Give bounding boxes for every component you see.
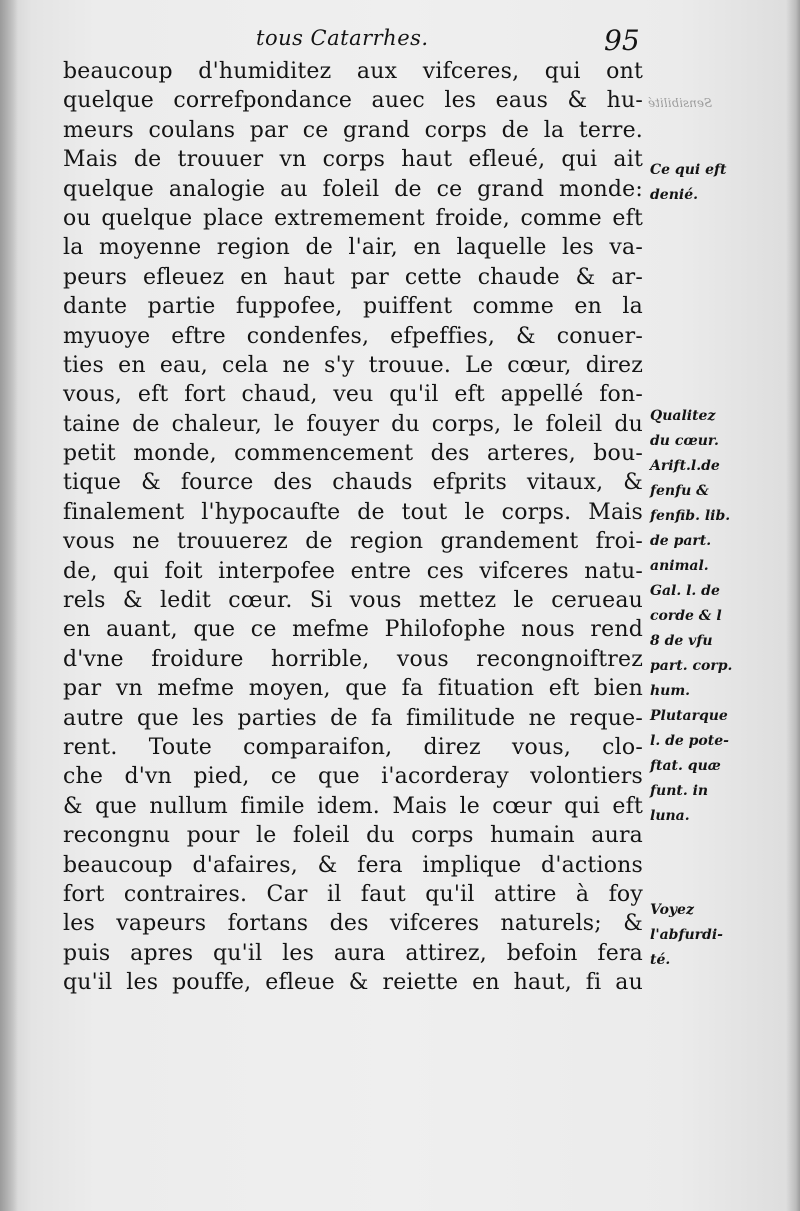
- body-line: quelque correfpondance auec les eaus & hu-: [63, 88, 643, 114]
- margin-note-line: Plutarque: [650, 708, 728, 724]
- body-line: vous ne trouuerez de region grandement froi-: [63, 529, 643, 555]
- body-line: tique & fource des chauds efprits vitaux, &: [63, 470, 643, 496]
- margin-note-line: ftat. quæ: [650, 758, 721, 774]
- margin-note-heart-qualities: [650, 404, 790, 829]
- body-line: meurs coulans par ce grand corps de la terre.: [63, 117, 643, 143]
- body-text: [63, 57, 643, 998]
- margin-note-line: fenfib. lib.: [650, 508, 731, 524]
- body-line: dante partie fuppofee, puiffent comme en la: [63, 294, 643, 320]
- margin-note-line: fenfu &: [650, 483, 709, 499]
- margin-note-line: de part.: [650, 533, 712, 549]
- body-line: ou quelque place extremement froide, comme eft: [63, 205, 643, 231]
- margin-note-line: luna.: [650, 808, 690, 824]
- margin-note-line: part. corp.: [650, 658, 733, 674]
- body-line: quelque analogie au foleil de ce grand monde:: [63, 176, 643, 202]
- margin-note-line: funt. in: [650, 783, 709, 799]
- bleed-through-text: Sensibilité: [648, 96, 713, 110]
- body-line: d'vne froidure horrible, vous recongnoiftrez: [63, 646, 643, 672]
- body-line: & que nullum fimile idem. Mais le cœur qui eft: [63, 793, 643, 819]
- body-line: vous, eft fort chaud, veu qu'il eft appellé fon-: [63, 382, 643, 408]
- margin-note-line: hum.: [650, 683, 691, 699]
- page-number: 95: [604, 24, 640, 57]
- margin-note-line: Qualitez: [650, 408, 716, 424]
- margin-note-line: denié.: [650, 187, 698, 203]
- margin-note-line: Gal. l. de: [650, 583, 720, 599]
- body-line: myuoye eftre condenfes, efpeffies, & conuer-: [63, 323, 643, 349]
- margin-note-line: Ce qui eft: [650, 162, 727, 178]
- body-line: en auant, que ce mefme Philofophe nous rend: [63, 617, 643, 643]
- running-head: tous Catarrhes.: [256, 26, 429, 50]
- margin-note-denied: [650, 158, 790, 208]
- margin-note-line: corde & l: [650, 608, 722, 624]
- body-line: beaucoup d'humiditez aux vifceres, qui ont: [63, 59, 643, 84]
- body-line: fort contraires. Car il faut qu'il attire à foy: [63, 881, 643, 907]
- body-line: Mais de trouuer vn corps haut efleué, qui ait: [63, 147, 643, 173]
- body-line: puis apres qu'il les aura attirez, befoin fera: [63, 940, 643, 966]
- body-line: che d'vn pied, ce que i'acorderay volontiers: [63, 764, 643, 790]
- margin-note-line: Voyez: [650, 902, 694, 918]
- body-line: autre que les parties de fa fimilitude ne reque-: [63, 705, 643, 731]
- margin-note-line: du cœur.: [650, 433, 719, 449]
- body-line: rels & ledit cœur. Si vous mettez le cerueau: [63, 588, 643, 614]
- body-line: petit monde, commencement des arteres, bou-: [63, 441, 643, 467]
- body-line: les vapeurs fortans des vifceres naturels; &: [63, 911, 643, 937]
- margin-note-line: Arift.l.de: [650, 458, 720, 474]
- body-line: taine de chaleur, le fouyer du corps, le foleil du: [63, 411, 643, 437]
- page-gutter-shadow: [0, 0, 18, 1211]
- body-line: de, qui foit interpofee entre ces vifceres natu-: [63, 558, 643, 584]
- body-line: recongnu pour le foleil du corps humain aura: [63, 823, 643, 849]
- body-line: qu'il les pouffe, efleue & reiette en haut, fi au: [63, 970, 643, 996]
- margin-note-absurdity: [650, 898, 790, 973]
- body-line: par vn mefme moyen, que fa fituation eft bien: [63, 676, 643, 702]
- margin-note-line: 8 de vfu: [650, 633, 713, 649]
- margin-note-line: animal.: [650, 558, 709, 574]
- body-line: beaucoup d'afaires, & fera implique d'actions: [63, 852, 643, 878]
- margin-note-line: l'abfurdi-: [650, 927, 723, 943]
- body-line: peurs efleuez en haut par cette chaude & ar-: [63, 264, 643, 290]
- body-line: rent. Toute comparaifon, direz vous, clo-: [63, 734, 643, 760]
- body-line: la moyenne region de l'air, en laquelle les va-: [63, 235, 643, 261]
- margin-note-line: té.: [650, 952, 671, 968]
- margin-note-line: l. de pote-: [650, 733, 729, 749]
- body-line: finalement l'hypocaufte de tout le corps. Mais: [63, 499, 643, 525]
- body-line: ties en eau, cela ne s'y trouue. Le cœur, direz: [63, 352, 643, 378]
